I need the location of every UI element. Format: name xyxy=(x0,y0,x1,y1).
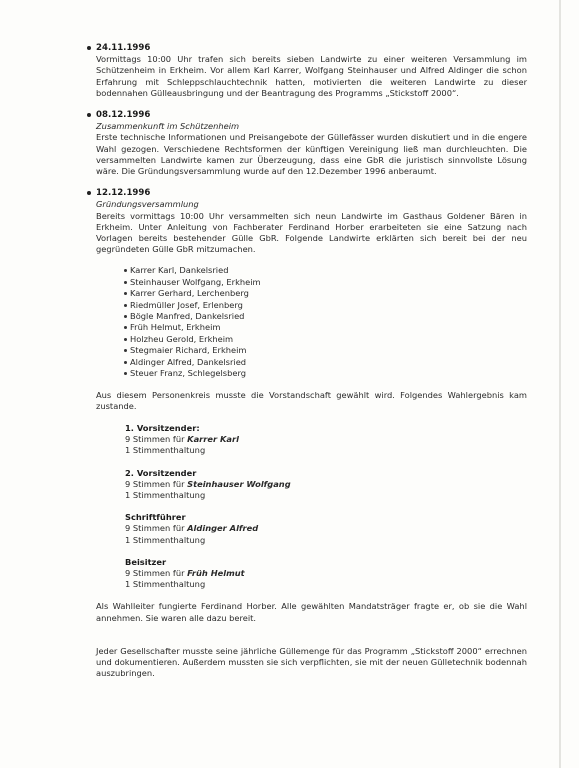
closing-text: Als Wahlleiter fungierte Ferdinand Horber. Alle gewählten Mandatsträger fragte er, ob sie die Wahl annehmen. Sie waren alle dazu bereit. xyxy=(96,601,527,623)
votes-prefix: 9 Stimmen für xyxy=(125,434,185,445)
role-votes xyxy=(125,434,527,445)
entry-date: 08.12.1996 xyxy=(96,110,151,121)
page-edge xyxy=(559,0,561,768)
role-title: Beisitzer xyxy=(125,556,167,567)
list-item: Bögle Manfred, Dankelsried xyxy=(124,311,527,322)
bullet-icon xyxy=(87,46,91,50)
votes-prefix: 9 Stimmen für xyxy=(125,523,185,534)
member-list xyxy=(124,265,527,379)
votes-prefix: 9 Stimmen für xyxy=(125,478,185,489)
entry-text: Vormittags 10:00 Uhr trafen sich bereits sieben Landwirte zu einer weiteren Versammlung im Schützenheim in Erkheim. Vor allem Karl Karrer, Wolfgang Steinhauser und Alfred Aldinger die schon Erfahrung mit Schleppschlauchtechnik hatten, motivierten die weiteren Landwirte zu dieser bodennahen Gülleausbringung und der Beantragung des Programms „Stickstoff 2000“. xyxy=(96,54,527,98)
list-item: Aldinger Alfred, Dankelsried xyxy=(124,357,527,368)
elected-name: Karrer Karl xyxy=(187,434,239,445)
list-item: Karrer Karl, Dankelsried xyxy=(124,265,527,276)
role-votes xyxy=(125,479,527,490)
list-item: Stegmaier Richard, Erkheim xyxy=(124,345,527,356)
document-content xyxy=(87,43,527,679)
election-intro: Aus diesem Personenkreis musste die Vorstandschaft gewählt wird. Folgendes Wahlergebnis kam zustande. xyxy=(96,389,527,411)
entry-date: 12.12.1996 xyxy=(96,188,151,199)
role-vorsitzender-2 xyxy=(125,468,527,502)
elected-name: Aldinger Alfred xyxy=(187,523,259,534)
entry-12-12-1996 xyxy=(87,188,527,679)
role-abstain: 1 Stimmenthaltung xyxy=(125,489,206,500)
role-abstain: 1 Stimmenthaltung xyxy=(125,579,206,590)
entry-subtitle: Zusammenkunft im Schützenheim xyxy=(96,121,240,132)
elected-name: Früh Helmut xyxy=(187,567,245,578)
role-abstain: 1 Stimmenthaltung xyxy=(125,445,206,456)
votes-prefix: 9 Stimmen für xyxy=(125,567,185,578)
entry-date: 24.11.1996 xyxy=(96,43,151,53)
role-vorsitzender-1 xyxy=(125,423,527,457)
entry-08-12-1996 xyxy=(87,110,527,177)
bullet-icon xyxy=(87,113,91,117)
role-abstain: 1 Stimmenthaltung xyxy=(125,534,206,545)
role-beisitzer xyxy=(125,557,527,591)
role-title: 1. Vorsitzender: xyxy=(125,422,200,433)
list-item: Steuer Franz, Schlegelsberg xyxy=(124,368,527,379)
role-votes xyxy=(125,568,527,579)
role-schriftfuehrer xyxy=(125,512,527,546)
role-title: Schriftführer xyxy=(125,512,186,523)
entry-text: Bereits vormittags 10:00 Uhr versammelten sich neun Landwirte im Gasthaus Goldener Bären in Erkheim. Unter Anleitung von Fachberater Ferdinand Horber erarbeiteten sie eine Satzung nach Vorlagen bereits bestehender Gülle GbR. Folgende Landwirte erklärten sich bereit bei der neu gegründeten Gülle GbR mitzumachen. xyxy=(96,210,527,255)
list-item: Karrer Gerhard, Lerchenberg xyxy=(124,288,527,299)
bullet-icon xyxy=(87,191,91,195)
entry-24-11-1996 xyxy=(87,43,527,99)
list-item: Steinhauser Wolfgang, Erkheim xyxy=(124,277,527,288)
elected-name: Steinhauser Wolfgang xyxy=(187,478,291,489)
role-votes xyxy=(125,523,527,534)
entry-text: Erste technische Informationen und Preisangebote der Güllefässer wurden diskutiert und in die engere Wahl gezogen. Verschiedene Rechtsformen der künftigen Vereinigung ließ man durchleuchten. Die versammelten Landwirte kamen zur Überzeugung, dass eine GbR die juristisch sinnvollste Lösung wäre. Die Gründungsversammlung wurde auf den 12.Dezember 1996 anberaumt. xyxy=(96,132,527,177)
list-item: Holzheu Gerold, Erkheim xyxy=(124,334,527,345)
list-item: Früh Helmut, Erkheim xyxy=(124,322,527,333)
role-title: 2. Vorsitzender xyxy=(125,467,197,478)
entry-subtitle: Gründungsversammlung xyxy=(96,199,199,210)
final-text: Jeder Gesellschafter musste seine jährliche Güllemenge für das Programm „Stickstoff 2000“ errechnen und dokumentieren. Außerdem mussten sie sich verpflichten, sie mit der neuen Gülletechnik bodennah auszubringen. xyxy=(96,645,527,679)
list-item: Riedmüller Josef, Erlenberg xyxy=(124,300,527,311)
